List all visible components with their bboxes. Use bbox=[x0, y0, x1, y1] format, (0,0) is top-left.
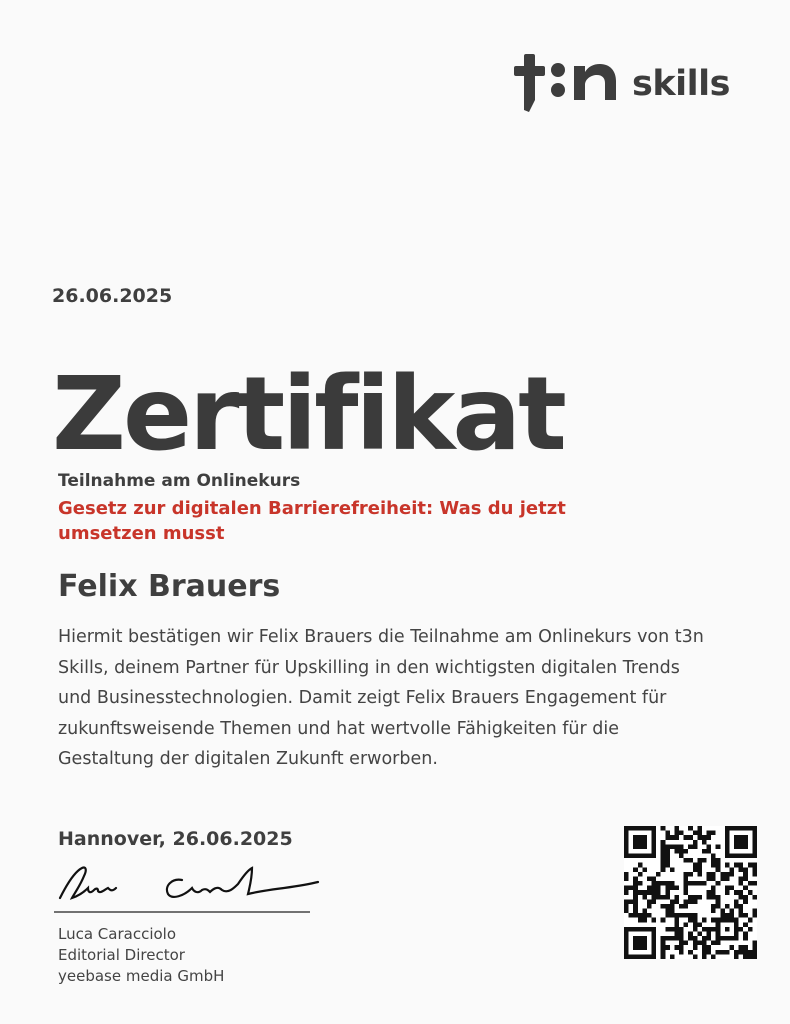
certificate-title: Zertifikat bbox=[52, 355, 564, 474]
t3n-skills-logo bbox=[512, 52, 744, 114]
signer-company: yeebase media GmbH bbox=[58, 967, 225, 985]
participant-name: Felix Brauers bbox=[58, 569, 281, 604]
place-and-date: Hannover, 26.06.2025 bbox=[58, 828, 293, 850]
signature-image bbox=[52, 858, 327, 918]
verification-qr-code[interactable] bbox=[624, 826, 757, 959]
signer-role: Editorial Director bbox=[58, 946, 185, 964]
certificate-subtitle: Teilnahme am Onlinekurs bbox=[58, 471, 301, 491]
signer-block bbox=[58, 924, 224, 987]
issue-date: 26.06.2025 bbox=[52, 285, 173, 307]
logo-wordmark: skills bbox=[632, 64, 730, 104]
course-title: Gesetz zur digitalen Barrierefreiheit: Was du jetzt umsetzen musst bbox=[58, 498, 566, 544]
signer-name: Luca Caracciolo bbox=[58, 925, 177, 943]
qr-code-icon bbox=[624, 826, 757, 959]
t3n-logo-icon bbox=[512, 52, 624, 114]
certificate-body-text: Hiermit bestätigen wir Felix Brauers die Teilnahme am Onlinekurs von t3n Skills, deinem Partner für Upskilling in den wichtigsten digitalen Trends und Businesstechnologien. Damit zeigt Felix Brauers Engagement für zukunftsweisende Themen und hat wertvolle Fähigkeiten für die Gestaltung der digitalen Zukunft erworben. bbox=[58, 627, 704, 769]
